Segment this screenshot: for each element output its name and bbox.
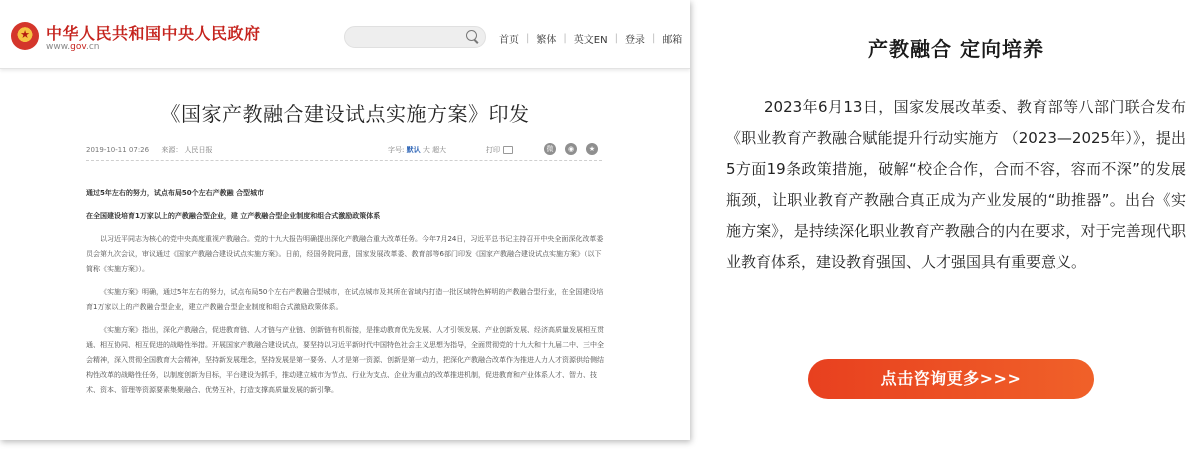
article-date: 2019-10-11 07:26 bbox=[86, 146, 150, 154]
lead-line-1: 通过5年左右的努力，试点布局50个左右产教融 合型城市 bbox=[86, 189, 265, 197]
font-size-xlarge[interactable]: 超大 bbox=[432, 146, 447, 154]
article-paragraph: 《实施方案》明确，通过5年左右的努力，试点布局50个左右产教融合型城市，在试点城市及其所在省域内打造一批区域特色鲜明的产教融合型行业，在全国建设培育1万家以上的产教融合型企业，建立产教融合型企业制度和组合式激励政策体系。 bbox=[86, 288, 604, 311]
panel-paragraph: 2023年6月13日，国家发展改革委、教育部等八部门联合发布《职业教育产教融合赋能提升行动实施方 （2023—2025年）》，提出5方面19条政策措施，破解“校企合作，合而不容，容而不深”的发展瓶颈，让职业教育产教融合真正成为产业发展的“助推器”。出台《实施方案》，是持续深化职业教育产教融合的内在要求，对于完善现代职业教育体系，建设教育强国、人才强国具有重要意义。 bbox=[726, 98, 1186, 271]
site-url: www.gov.cn bbox=[46, 42, 100, 52]
nav-item-home[interactable]: 首页 bbox=[499, 35, 519, 46]
nav-item-login[interactable]: 登录 bbox=[624, 35, 645, 46]
weibo-share-icon[interactable]: 微 bbox=[544, 143, 556, 155]
site-title[interactable]: 中华人民共和国中央人民政府 bbox=[46, 24, 261, 43]
article-paragraph: 以习近平同志为核心的党中央高度重视产教融合。党的十九大报告明确提出深化产教融合重大改革任务。今年7月24日，习近平总书记主持召开中央全面深化改革委员会第九次会议，审议通过《国家产教融合建设试点实施方案》。日前，经国务院同意，国家发展改革委、教育部等6部门印发《国家产教融合建设试点实施方案》（以下简称《实施方案》）。 bbox=[86, 235, 604, 273]
nav-item-mail[interactable]: 邮箱 bbox=[662, 35, 683, 46]
article-title: 《国家产教融合建设试点实施方案》印发 bbox=[160, 102, 530, 126]
article-paragraph: 《实施方案》指出，深化产教融合，促进教育链、人才链与产业链、创新链有机衔接，是推动教育优先发展、人才引领发展、产业创新发展、经济高质量发展相互贯通、相互协同、相互促进的战略性举措。开展国家产教融合建设试点，要坚持以习近平新时代中国特色社会主义思想为指导，全面贯彻党的十九大和十九届二中、三中全会精神，深入贯彻全国教育大会精神，坚持新发展理念，坚持发展是第一要务、人才是第一资源、创新是第一动力，把深化产教融合改革作为推进人力人才资源供给侧结构性改革的战略性任务，以制度创新为目标，平台建设为抓手，推动建立城市为节点、行业为支点、企业为重点的改革推进机制，促进教育和产业体系人才、智力、技术、资本、管理等资源要素集聚融合、优势互补，打造支撑高质量发展的新引擎。 bbox=[86, 326, 604, 394]
search-input[interactable] bbox=[344, 26, 486, 48]
article-meta bbox=[86, 142, 602, 161]
font-size-default[interactable]: 默认 bbox=[406, 146, 421, 154]
panel-title: 产教融合 定向培养 bbox=[868, 37, 1044, 61]
nav-item-traditional[interactable]: 繁体 bbox=[536, 35, 557, 46]
print-icon bbox=[503, 146, 513, 154]
article-source: 来源： 人民日报 bbox=[161, 146, 213, 154]
article-body bbox=[86, 186, 604, 398]
national-emblem-icon: ★ bbox=[11, 22, 39, 50]
wechat-share-icon[interactable]: ◉ bbox=[565, 143, 577, 155]
favorite-icon[interactable]: ★ bbox=[586, 143, 598, 155]
site-header bbox=[0, 0, 690, 69]
font-size-large[interactable]: 大 bbox=[422, 146, 430, 154]
lead-line-2: 在全国建设培育1万家以上的产教融合型企业，建 立产教融合型企业制度和组合式激励政策体系 bbox=[86, 212, 381, 220]
nav-item-english[interactable]: 英文EN bbox=[573, 35, 608, 46]
print-button[interactable]: 打印 bbox=[486, 145, 513, 155]
font-size-control: 字号: 默认 大 超大 bbox=[388, 146, 447, 154]
top-nav: 首页 | 繁体 | 英文EN | 登录 | 邮箱 bbox=[499, 33, 683, 46]
consult-more-button[interactable]: 点击咨询更多>>> bbox=[808, 359, 1094, 399]
search-icon[interactable] bbox=[466, 30, 477, 41]
